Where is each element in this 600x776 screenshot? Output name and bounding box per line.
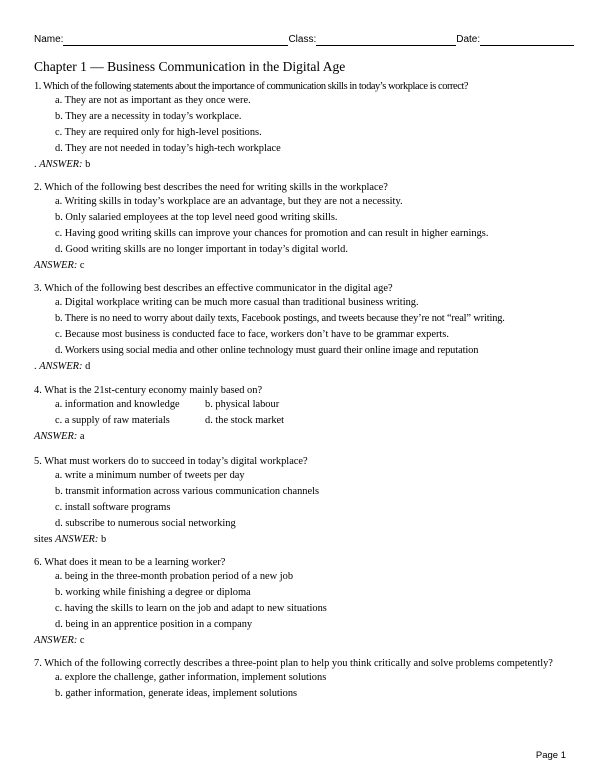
answer-line <box>34 532 574 547</box>
question-6 <box>34 556 574 648</box>
option-d: d. They are not needed in today’s high-tech workplace <box>55 143 281 154</box>
option-b: b. gather information, generate ideas, implement solutions <box>55 688 298 699</box>
question-stem: 6. What does it mean to be a learning worker? <box>34 557 226 568</box>
question-5 <box>34 455 574 547</box>
class-label: Class: <box>288 34 317 45</box>
option-b: b. Only salaried employees at the top level need good writing skills. <box>55 212 338 223</box>
question-7 <box>34 657 574 702</box>
option-b: b. There is no need to worry about daily texts, Facebook postings, and tweets because they’re not “real” writing. <box>55 313 505 324</box>
option-c: c. a supply of raw materials <box>55 415 170 426</box>
chapter-title: Chapter 1 — Business Communication in the Digital Age <box>34 59 346 74</box>
question-stem: 7. Which of the following correctly describes a three-point plan to help you think critically and solve problems competently? <box>34 658 553 669</box>
option-c: c. They are required only for high-level positions. <box>55 127 262 138</box>
question-2 <box>34 181 574 273</box>
answer-line <box>34 258 574 273</box>
option-c: c. Having good writing skills can improve your chances for promotion and can result in higher earnings. <box>55 228 489 239</box>
student-info-header <box>34 34 574 46</box>
option-d: d. Good writing skills are no longer important in today’s digital world. <box>55 244 348 255</box>
option-c: c. install software programs <box>55 502 171 513</box>
option-a: a. They are not as important as they once were. <box>55 95 251 106</box>
option-a: a. Writing skills in today’s workplace are an advantage, but they are not a necessity. <box>55 196 403 207</box>
answer-line <box>34 157 574 172</box>
answer-value: b <box>85 159 91 170</box>
option-c: c. Because most business is conducted face to face, workers don’t have to be grammar experts. <box>55 329 449 340</box>
option-a: a. write a minimum number of tweets per day <box>55 470 245 481</box>
question-3 <box>34 282 574 374</box>
question-stem: 2. Which of the following best describes the need for writing skills in the workplace? <box>34 182 388 193</box>
answer-line <box>34 633 574 648</box>
option-grid <box>34 397 574 429</box>
option-d: d. Workers using social media and other online technology must guard their online image and reputation <box>55 345 479 356</box>
option-d: d. subscribe to numerous social networking <box>55 518 236 529</box>
date-label: Date: <box>456 34 481 45</box>
question-stem: 3. Which of the following best describes an effective communicator in the digital age? <box>34 283 393 294</box>
option-a: a. Digital workplace writing can be much more casual than traditional business writing. <box>55 297 419 308</box>
answer-prefix: . <box>34 361 40 372</box>
answer-value: c <box>79 635 85 646</box>
option-a: a. information and knowledge <box>55 399 180 410</box>
answer-value: c <box>79 260 85 271</box>
answer-value: d <box>85 361 91 372</box>
answer-key-label: ANSWER: <box>55 534 99 545</box>
option-b: b. working while finishing a degree or diploma <box>55 587 251 598</box>
option-d: d. being in an apprentice position in a company <box>55 619 253 630</box>
answer-line <box>34 429 574 444</box>
question-1 <box>34 80 574 172</box>
question-stem: 4. What is the 21st-century economy mainly based on? <box>34 385 263 396</box>
question-4 <box>34 384 574 444</box>
option-a: a. being in the three-month probation period of a new job <box>55 571 294 582</box>
answer-key-label: ANSWER: <box>39 361 83 372</box>
answer-value: a <box>79 431 85 442</box>
option-a: a. explore the challenge, gather information, implement solutions <box>55 672 327 683</box>
option-c: c. having the skills to learn on the job and adapt to new situations <box>55 603 327 614</box>
question-stem: 1. Which of the following statements about the importance of communication skills in today’s workplace is correct? <box>34 81 469 92</box>
option-b: b. They are a necessity in today’s workplace. <box>55 111 242 122</box>
name-label: Name: <box>34 34 64 45</box>
answer-value: b <box>100 534 107 545</box>
name-blank <box>63 35 288 46</box>
question-stem: 5. What must workers do to succeed in today’s digital workplace? <box>34 456 308 467</box>
class-blank <box>316 35 456 46</box>
option-b: b. transmit information across various communication channels <box>55 486 320 497</box>
answer-key-label: ANSWER: <box>34 431 78 442</box>
answer-prefix: sites <box>34 534 56 545</box>
option-b: b. physical labour <box>205 399 280 410</box>
answer-line <box>34 359 574 374</box>
answer-key-label: ANSWER: <box>34 635 78 646</box>
answer-key-label: ANSWER: <box>34 260 78 271</box>
option-d: d. the stock market <box>205 415 285 426</box>
answer-prefix: . <box>34 159 40 170</box>
page-number: Page 1 <box>535 750 566 761</box>
date-blank <box>480 35 574 46</box>
answer-key-label: ANSWER: <box>39 159 83 170</box>
